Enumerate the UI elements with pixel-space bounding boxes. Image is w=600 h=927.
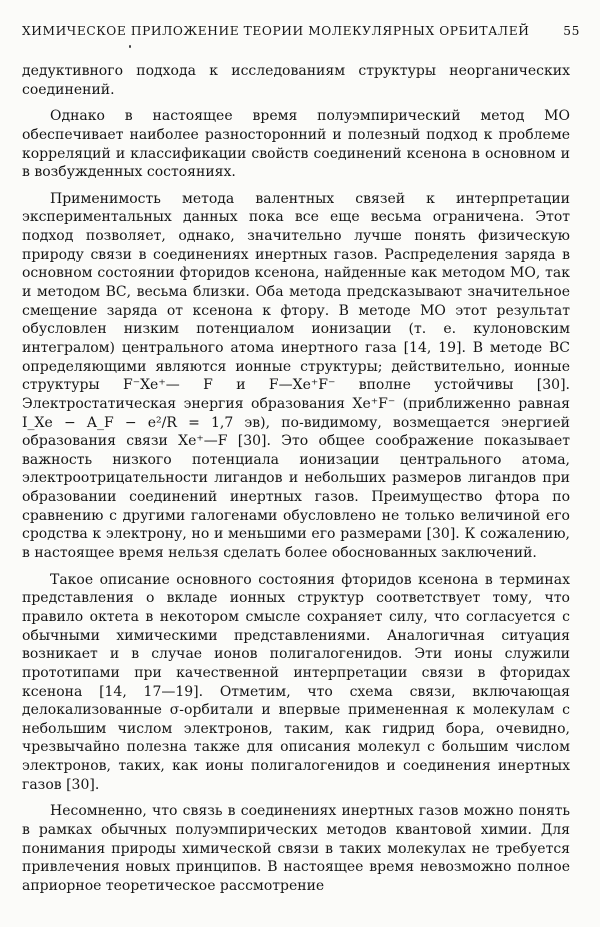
paragraph: Однако в настоящее время полуэмпирический метод МО обеспечивает наиболее разносторонний и полезный подход к проблеме корреляций и классификации свойств соединений ксенона в основном и в возбужденных состояниях. (22, 108, 570, 181)
running-header (22, 20, 580, 42)
page-number: 55 (563, 24, 580, 38)
body-text (22, 62, 570, 896)
running-header-title: ХИМИЧЕСКОЕ ПРИЛОЖЕНИЕ ТЕОРИИ МОЛЕКУЛЯРНЫХ ОРБИТАЛЕЙ (22, 24, 530, 38)
paragraph: Такое описание основного состояния фторидов ксенона в терминах представления о вкладе ионных структур соответствует тому, что правило октета в некотором смысле сохраняет силу, что согласуется с обычными химическими представлениями. Аналогичная ситуация возникает и в случае ионов полигалогенидов. Эти ионы служили прототипами при качественной интерпретации связи в фторидах ксенона [14, 17—19]. Отметим, что схема связи, включающая делокализованные σ-орбитали и впервые примененная к молекулам с небольшим числом электронов, таким, как гидрид бора, очевидно, чрезвычайно полезна также для описания молекул с большим числом электронов, таких, как ионы полигалогенидов и соединения инертных газов [30]. (22, 571, 570, 793)
paragraph: Несомненно, что связь в соединениях инертных газов можно понять в рамках обычных полуэмпирических методов квантовой химии. Для понимания природы химической связи в таких молекулах не требуется привлечения новых принципов. В настоящее время невозможно полное априорное теоретическое рассмотрение (22, 803, 570, 894)
paragraph: Применимость метода валентных связей к интерпретации экспериментальных данных пока все еще весьма ограничена. Этот подход позволяет, однако, значительно лучше понять физическую природу связи в соединениях инертных газов. Распределения заряда в основном состоянии фторидов ксенона, найденные как методом МО, так и методом ВС, весьма близки. Оба метода предсказывают значительное смещение заряда от ксенона к фтору. В методе МО этот результат обусловлен низким потенциалом ионизации (т. е. кулоновским интегралом) центрального атома инертного газа [14, 19]. В методе ВС определяющими являются ионные структуры; действительно, ионные структуры F⁻Xe⁺— F и F—Xe⁺F⁻ вполне устойчивы [30]. Электростатическая энергия образования Xe⁺F⁻ (приближенно равная I_Xe − A_F − e²/R = 1,7 эв), по-видимому, возмещается энергией образования связи Xe⁺—F [30]. Это общее соображение показывает важность низкого потенциала ионизации центрального атома, электроотрицательности лигандов и небольших размеров лигандов при образовании соединений инертных газов. Преимущество фтора по сравнению с другими галогенами обусловлено не только величиной его сродства к электрону, но и меньшими его размерами [30]. К сожалению, в настоящее время нельзя сделать более обоснованных заключений. (22, 190, 570, 562)
print-speck (129, 45, 131, 48)
paragraph-continuation: дедуктивного подхода к исследованиям структуры неорганических соединений. (22, 63, 570, 98)
